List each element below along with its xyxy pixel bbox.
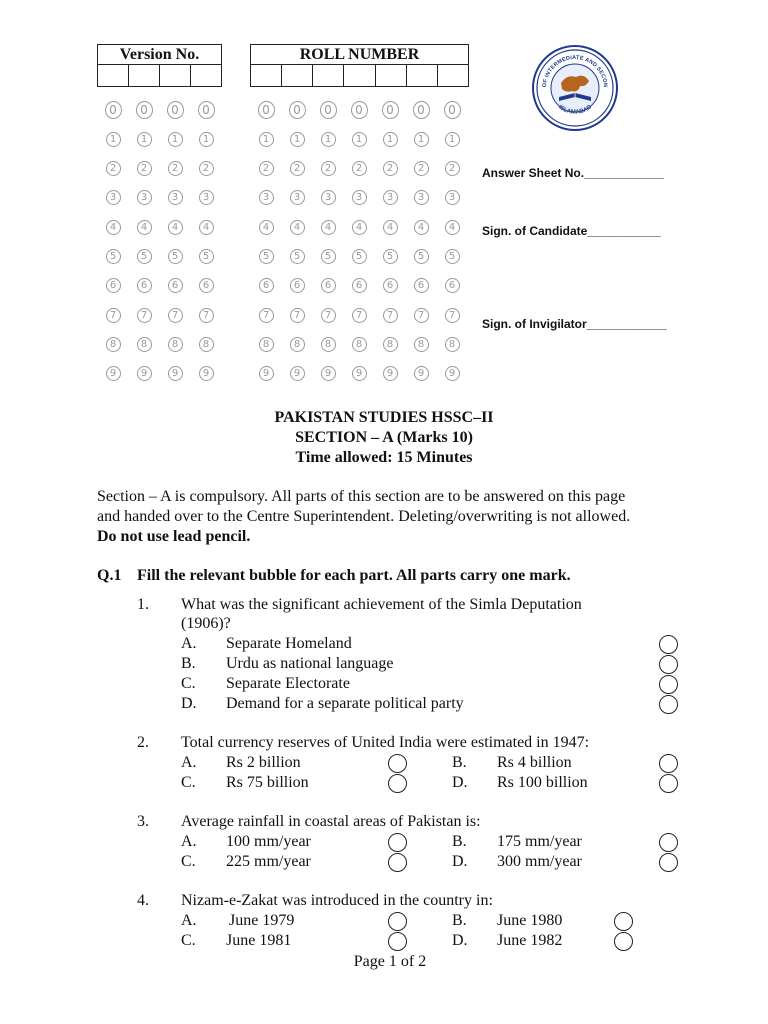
roll-digit-bubble[interactable]: 1 [352,132,367,147]
instruction-warning: Do not use lead pencil. [97,528,251,545]
option-letter: B. [452,833,467,850]
version-digit-bubble[interactable]: 4 [168,220,183,235]
option-text: 100 mm/year [226,833,311,850]
roll-digit-bubble[interactable]: 1 [383,132,398,147]
option-text: June 1979 [229,912,295,929]
roll-digit-bubble[interactable]: 2 [352,161,367,176]
option-text: Rs 4 billion [497,754,572,771]
part-question: Total currency reserves of United India were estimated in 1947: [181,734,590,751]
roll-digit-bubble[interactable]: 4 [445,220,460,235]
answer-bubble[interactable] [614,932,633,951]
roll-digit-bubble[interactable]: 9 [259,366,274,381]
option-letter: A. [181,912,197,929]
version-digit-bubble[interactable]: 4 [199,220,214,235]
version-number-title: Version No. [98,45,221,65]
option-text: June 1982 [497,932,563,949]
roll-digit-bubble[interactable]: 6 [352,278,367,293]
option-text: Separate Homeland [226,635,352,652]
roll-digit-bubble[interactable]: 5 [445,249,460,264]
roll-digit-bubble[interactable]: 2 [290,161,305,176]
option-text: June 1981 [226,932,292,949]
version-digit-bubble[interactable]: 2 [168,161,183,176]
roll-cell[interactable] [438,65,468,86]
version-digit-bubble[interactable]: 3 [106,190,121,205]
roll-digit-bubble[interactable]: 0 [351,101,368,119]
roll-digit-bubble[interactable]: 4 [321,220,336,235]
option-text: Demand for a separate political party [226,695,464,712]
version-cell[interactable] [191,65,221,86]
version-digit-bubble[interactable]: 3 [137,190,152,205]
version-digit-bubble[interactable]: 5 [199,249,214,264]
roll-digit-bubble[interactable]: 2 [414,161,429,176]
section-title: SECTION – A (Marks 10) [295,429,473,446]
roll-cell[interactable] [344,65,375,86]
version-cell[interactable] [129,65,160,86]
version-cell[interactable] [98,65,129,86]
roll-digit-bubble[interactable]: 4 [290,220,305,235]
roll-digit-bubble[interactable]: 2 [259,161,274,176]
answer-bubble[interactable] [659,675,678,694]
roll-digit-bubble[interactable]: 4 [383,220,398,235]
version-digit-bubble[interactable]: 8 [199,337,214,352]
page-number: Page 1 of 2 [353,953,427,970]
version-digit-bubble[interactable]: 1 [168,132,183,147]
roll-digit-bubble[interactable]: 8 [259,337,274,352]
answer-bubble[interactable] [659,655,678,674]
option-letter: B. [452,912,467,929]
option-letter: D. [181,695,197,712]
version-digit-bubble[interactable]: 1 [199,132,214,147]
roll-cell[interactable] [407,65,438,86]
answer-bubble[interactable] [388,754,407,773]
part-number: 3. [137,813,149,830]
option-letter: C. [181,932,196,949]
roll-digit-bubble[interactable]: 5 [352,249,367,264]
part-question: Nizam-e-Zakat was introduced in the country in: [181,892,493,909]
roll-digit-bubble[interactable]: 7 [383,308,398,323]
version-digit-bubble[interactable]: 2 [199,161,214,176]
version-digit-bubble[interactable]: 2 [137,161,152,176]
invigilator-signature-label: Sign. of Invigilator____________ [482,317,667,331]
option-letter: B. [181,655,196,672]
roll-digit-bubble[interactable]: 5 [290,249,305,264]
roll-digit-bubble[interactable]: 0 [444,101,461,119]
version-digit-bubble[interactable]: 9 [137,366,152,381]
roll-digit-bubble[interactable]: 7 [259,308,274,323]
roll-digit-bubble[interactable]: 0 [258,101,275,119]
answer-bubble[interactable] [659,833,678,852]
roll-digit-bubble[interactable]: 6 [321,278,336,293]
version-digit-bubble[interactable]: 5 [106,249,121,264]
roll-digit-bubble[interactable]: 8 [383,337,398,352]
version-number-box [97,44,222,87]
roll-digit-bubble[interactable]: 8 [445,337,460,352]
roll-cell[interactable] [376,65,407,86]
part-question: (1906)? [181,615,231,632]
answer-sheet-number-label: Answer Sheet No.____________ [482,166,665,180]
roll-digit-bubble[interactable]: 9 [445,366,460,381]
version-digit-bubble[interactable]: 2 [106,161,121,176]
version-digit-bubble[interactable]: 5 [137,249,152,264]
option-text: Separate Electorate [226,675,350,692]
roll-digit-bubble[interactable]: 3 [290,190,305,205]
roll-digit-bubble[interactable]: 1 [321,132,336,147]
roll-digit-bubble[interactable]: 1 [414,132,429,147]
roll-digit-bubble[interactable]: 6 [445,278,460,293]
version-digit-bubble[interactable]: 3 [199,190,214,205]
roll-digit-bubble[interactable]: 7 [290,308,305,323]
roll-digit-bubble[interactable]: 9 [321,366,336,381]
option-text: 300 mm/year [497,853,582,870]
roll-digit-bubble[interactable]: 5 [321,249,336,264]
version-digit-bubble[interactable]: 3 [168,190,183,205]
option-text: June 1980 [497,912,563,929]
roll-digit-bubble[interactable]: 4 [352,220,367,235]
question-instruction: Fill the relevant bubble for each part. All parts carry one mark. [137,567,571,584]
option-text: Rs 2 billion [226,754,301,771]
instruction-line: Section – A is compulsory. All parts of this section are to be answered on this page [97,488,626,505]
roll-digit-bubble[interactable]: 1 [290,132,305,147]
version-digit-bubble[interactable]: 7 [168,308,183,323]
roll-digit-bubble[interactable]: 3 [259,190,274,205]
roll-digit-bubble[interactable]: 2 [383,161,398,176]
roll-digit-bubble[interactable]: 3 [321,190,336,205]
option-text: Rs 75 billion [226,774,309,791]
part-number: 4. [137,892,149,909]
question-number: Q.1 [97,567,122,584]
roll-cell[interactable] [251,65,282,86]
version-digit-bubble[interactable]: 8 [168,337,183,352]
roll-digit-bubble[interactable]: 3 [445,190,460,205]
answer-bubble[interactable] [659,853,678,872]
version-digit-bubble[interactable]: 9 [168,366,183,381]
board-seal-icon [534,47,616,129]
option-letter: A. [181,635,197,652]
roll-digit-bubble[interactable]: 8 [414,337,429,352]
part-number: 1. [137,596,149,613]
option-letter: C. [181,675,196,692]
version-cell[interactable] [160,65,191,86]
roll-digit-bubble[interactable]: 9 [383,366,398,381]
version-digit-bubble[interactable]: 8 [106,337,121,352]
roll-digit-bubble[interactable]: 9 [352,366,367,381]
roll-digit-bubble[interactable]: 5 [414,249,429,264]
version-digit-bubble[interactable]: 9 [106,366,121,381]
answer-bubble[interactable] [659,774,678,793]
answer-bubble[interactable] [388,912,407,931]
roll-digit-bubble[interactable]: 8 [290,337,305,352]
version-digit-bubble[interactable]: 6 [168,278,183,293]
roll-digit-bubble[interactable]: 4 [414,220,429,235]
svg-text:ISLAMABAD: ISLAMABAD [557,104,593,116]
roll-digit-bubble[interactable]: 1 [445,132,460,147]
roll-digit-bubble[interactable]: 1 [259,132,274,147]
roll-number-title: ROLL NUMBER [251,45,468,65]
roll-digit-bubble[interactable]: 2 [445,161,460,176]
roll-cell[interactable] [313,65,344,86]
roll-digit-bubble[interactable]: 8 [352,337,367,352]
roll-digit-bubble[interactable]: 3 [383,190,398,205]
option-text: Urdu as national language [226,655,394,672]
option-letter: D. [452,932,468,949]
candidate-signature-label: Sign. of Candidate___________ [482,224,661,238]
answer-bubble[interactable] [614,912,633,931]
version-digit-bubble[interactable]: 0 [167,101,184,119]
answer-bubble[interactable] [388,932,407,951]
version-digit-bubble[interactable]: 5 [168,249,183,264]
part-question: What was the significant achievement of the Simla Deputation [181,596,582,613]
version-digit-bubble[interactable]: 4 [106,220,121,235]
version-digit-bubble[interactable]: 0 [198,101,215,119]
option-letter: A. [181,754,197,771]
roll-digit-bubble[interactable]: 7 [352,308,367,323]
roll-number-box [250,44,469,87]
roll-digit-bubble[interactable]: 6 [290,278,305,293]
part-question: Average rainfall in coastal areas of Pakistan is: [181,813,481,830]
version-digit-bubble[interactable]: 7 [106,308,121,323]
version-digit-bubble[interactable]: 6 [137,278,152,293]
roll-digit-bubble[interactable]: 8 [321,337,336,352]
time-allowed: Time allowed: 15 Minutes [295,449,473,466]
roll-digit-bubble[interactable]: 7 [445,308,460,323]
roll-digit-bubble[interactable]: 9 [290,366,305,381]
option-text: 175 mm/year [497,833,582,850]
version-digit-bubble[interactable]: 0 [105,101,122,119]
option-text: Rs 100 billion [497,774,588,791]
roll-digit-bubble[interactable]: 2 [321,161,336,176]
answer-bubble[interactable] [659,635,678,654]
roll-digit-bubble[interactable]: 6 [414,278,429,293]
version-digit-bubble[interactable]: 6 [199,278,214,293]
version-digit-bubble[interactable]: 1 [137,132,152,147]
version-digit-bubble[interactable]: 0 [136,101,153,119]
version-digit-bubble[interactable]: 8 [137,337,152,352]
answer-bubble[interactable] [659,695,678,714]
svg-text:FEDERAL BOARD OF INTERMEDIATE: OF INTERMEDIATE AND SECON [541,54,609,88]
version-digit-bubble[interactable]: 4 [137,220,152,235]
option-letter: B. [452,754,467,771]
roll-digit-bubble[interactable]: 6 [383,278,398,293]
option-letter: D. [452,853,468,870]
roll-digit-bubble[interactable]: 7 [321,308,336,323]
option-text: 225 mm/year [226,853,311,870]
option-letter: C. [181,774,196,791]
option-letter: D. [452,774,468,791]
version-digit-bubble[interactable]: 7 [137,308,152,323]
option-letter: A. [181,833,197,850]
roll-digit-bubble[interactable]: 0 [320,101,337,119]
part-number: 2. [137,734,149,751]
roll-digit-bubble[interactable]: 0 [289,101,306,119]
roll-digit-bubble[interactable]: 0 [382,101,399,119]
version-digit-bubble[interactable]: 7 [199,308,214,323]
option-letter: C. [181,853,196,870]
instruction-line: and handed over to the Centre Superintendent. Deleting/overwriting is not allowed. [97,508,631,525]
answer-bubble[interactable] [388,853,407,872]
answer-bubble[interactable] [388,833,407,852]
roll-digit-bubble[interactable]: 3 [414,190,429,205]
answer-bubble[interactable] [388,774,407,793]
roll-digit-bubble[interactable]: 9 [414,366,429,381]
roll-digit-bubble[interactable]: 0 [413,101,430,119]
board-logo [532,45,618,131]
version-digit-bubble[interactable]: 1 [106,132,121,147]
roll-digit-bubble[interactable]: 6 [259,278,274,293]
roll-digit-bubble[interactable]: 7 [414,308,429,323]
roll-digit-bubble[interactable]: 4 [259,220,274,235]
roll-digit-bubble[interactable]: 3 [352,190,367,205]
version-digit-bubble[interactable]: 9 [199,366,214,381]
roll-digit-bubble[interactable]: 5 [383,249,398,264]
version-digit-bubble[interactable]: 6 [106,278,121,293]
roll-digit-bubble[interactable]: 5 [259,249,274,264]
answer-bubble[interactable] [659,754,678,773]
exam-title: PAKISTAN STUDIES HSSC–II [274,409,494,426]
roll-cell[interactable] [282,65,313,86]
